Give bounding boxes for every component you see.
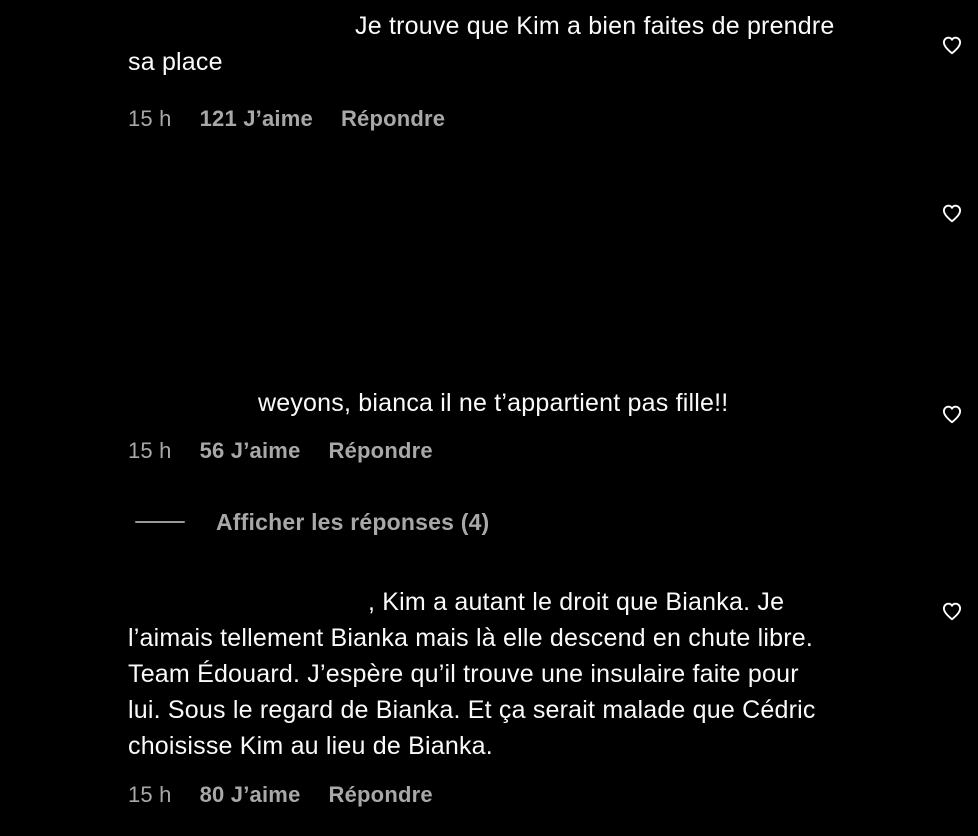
heart-outline-icon bbox=[940, 201, 964, 225]
heart-outline-icon bbox=[940, 33, 964, 57]
comment-timestamp: 15 h bbox=[128, 782, 172, 807]
reply-button[interactable]: Répondre bbox=[328, 438, 433, 463]
comment-meta bbox=[128, 438, 433, 464]
reply-button[interactable]: Répondre bbox=[328, 782, 433, 807]
comment bbox=[128, 8, 835, 80]
like-heart-button[interactable] bbox=[939, 32, 965, 58]
comment-text-line: sa place bbox=[128, 48, 223, 76]
like-count-button[interactable]: 56 J’aime bbox=[199, 438, 301, 463]
comment-text-line: Team Édouard. J’espère qu’il trouve une insulaire faite pour bbox=[128, 660, 799, 688]
comment-meta bbox=[128, 782, 433, 808]
comment-text-line: l’aimais tellement Bianka mais là elle descend en chute libre. bbox=[128, 624, 813, 652]
like-count-button[interactable]: 80 J’aime bbox=[199, 782, 301, 807]
view-replies-label: Afficher les réponses (4) bbox=[216, 509, 490, 535]
comment bbox=[128, 584, 816, 764]
comment-text-line: , Kim a autant le droit que Bianka. Je bbox=[368, 588, 785, 616]
comment bbox=[128, 385, 728, 421]
comment-text-line: lui. Sous le regard de Bianka. Et ça serait malade que Cédric bbox=[128, 696, 816, 724]
replies-divider-line bbox=[135, 521, 185, 523]
comment-meta bbox=[128, 106, 445, 132]
like-heart-button[interactable] bbox=[939, 200, 965, 226]
comment-timestamp: 15 h bbox=[128, 106, 172, 131]
comment-timestamp: 15 h bbox=[128, 438, 172, 463]
comment-text-line: weyons, bianca il ne t’appartient pas fille!! bbox=[258, 389, 729, 417]
heart-outline-icon bbox=[940, 402, 964, 426]
comment-text-line: choisisse Kim au lieu de Bianka. bbox=[128, 732, 493, 760]
like-heart-button[interactable] bbox=[939, 401, 965, 427]
view-replies-button[interactable] bbox=[0, 505, 978, 539]
reply-button[interactable]: Répondre bbox=[340, 106, 446, 131]
like-count-button[interactable]: 121 J’aime bbox=[199, 106, 313, 131]
heart-outline-icon bbox=[940, 599, 964, 623]
like-heart-button[interactable] bbox=[939, 598, 965, 624]
comment-text-line: Je trouve que Kim a bien faites de prendre bbox=[355, 12, 835, 40]
